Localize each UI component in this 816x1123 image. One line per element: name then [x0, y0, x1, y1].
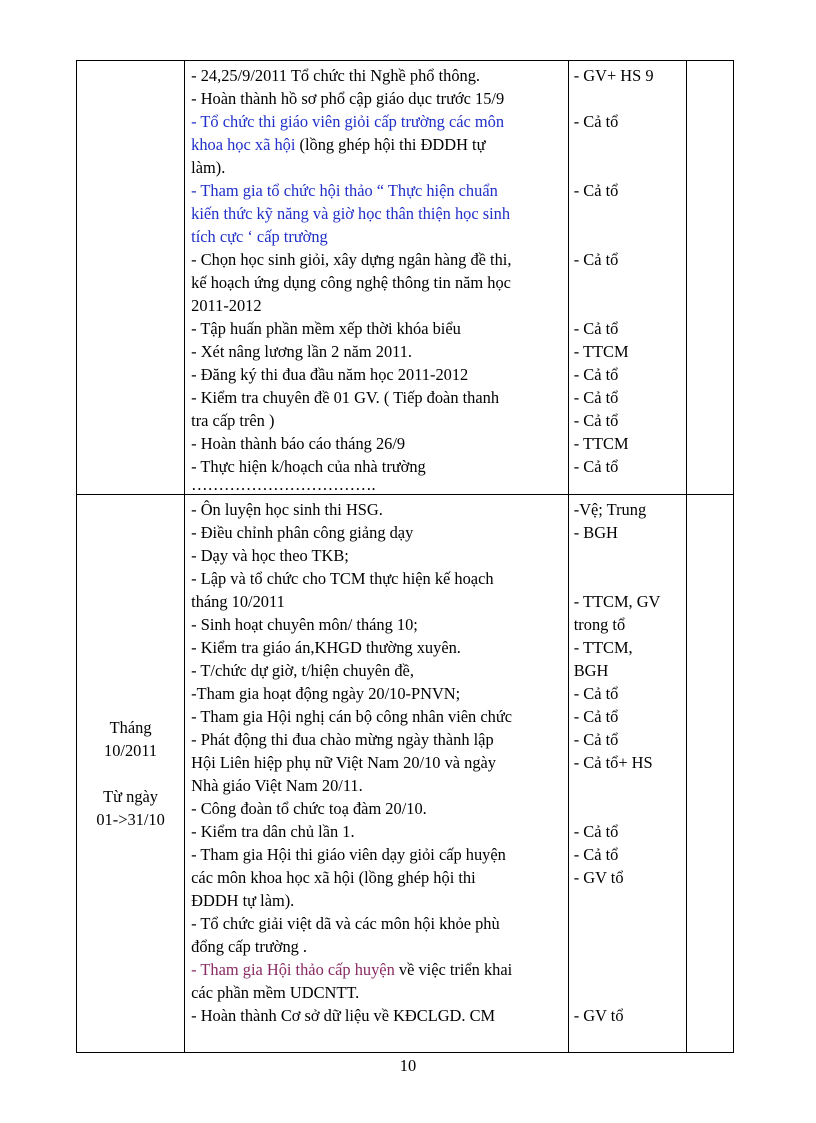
content-line: - Tổ chức thi giáo viên giỏi cấp trường các môn	[191, 112, 505, 131]
person-line	[574, 797, 686, 820]
person-line: - GV tổ	[573, 868, 624, 887]
content-line: - Xét nâng lương lần 2 năm 2011.	[191, 342, 413, 361]
person-line: - Cả tổ	[573, 684, 619, 703]
person-line: - Cả tổ	[573, 845, 619, 864]
content-line: - T/chức dự giờ, t/hiện chuyên đề,	[191, 661, 414, 680]
time-line: Từ ngày	[103, 787, 158, 806]
person-cell	[568, 61, 686, 495]
person-line: - Cả tổ	[573, 730, 619, 749]
person-line	[574, 958, 686, 981]
content-line: - Tham gia Hội thi giáo viên dạy giỏi cấp huyện	[191, 845, 506, 864]
content-line: đổng cấp trường .	[191, 937, 308, 956]
content-line: tra cấp trên )	[191, 411, 275, 430]
content-line-black-part: về việc triển khai	[394, 960, 513, 979]
content-line: - Hoàn thành báo cáo tháng 26/9	[191, 434, 406, 453]
content-line: - Tham gia Hội nghị cán bộ công nhân viên chức	[191, 707, 512, 726]
content-line: - Tập huấn phần mềm xếp thời khóa biểu	[191, 319, 461, 338]
person-line	[574, 294, 686, 317]
person-line: - Cả tổ	[573, 250, 619, 269]
content-line: kiến thức kỹ năng và giờ học thân thiện học sinh	[191, 204, 511, 223]
person-line: - Cả tổ	[573, 411, 619, 430]
person-line: trong tổ	[573, 615, 626, 634]
content-line-black-part: (lồng ghép hội thi ĐDDH tự	[295, 135, 486, 154]
content-line: - Lập và tổ chức cho TCM thực hiện kế hoạch	[191, 569, 494, 588]
table-row-october	[77, 495, 734, 1053]
content-line-purple-part: - Tham gia Hội thảo cấp huyện	[191, 960, 395, 979]
person-line: - Cả tổ	[573, 822, 619, 841]
person-line: - Cả tổ	[573, 388, 619, 407]
time-line: 01->31/10	[96, 810, 165, 829]
content-line: - Hoàn thành Cơ sở dữ liệu về KĐCLGD. CM	[191, 1006, 496, 1025]
content-line: - Điều chỉnh phân công giảng dạy	[191, 523, 414, 542]
person-line	[574, 774, 686, 797]
content-line: - Tổ chức giải việt dã và các môn hội khỏe phù	[191, 914, 500, 933]
content-line: - Tham gia tổ chức hội thảo “ Thực hiện chuẩn	[191, 181, 498, 200]
content-line: ĐDDH tự làm).	[191, 891, 295, 910]
person-line	[574, 544, 686, 567]
content-line: -Tham gia hoạt động ngày 20/10-PNVN;	[191, 684, 461, 703]
content-line: tháng 10/2011	[191, 592, 285, 611]
person-line	[574, 87, 686, 110]
content-line: - Công đoàn tổ chức toạ đàm 20/10.	[191, 799, 427, 818]
content-line: - Phát động thi đua chào mừng ngày thành lập	[191, 730, 494, 749]
person-line: - Cả tổ	[573, 707, 619, 726]
content-line: - Ôn luyện học sinh thi HSG.	[191, 500, 383, 519]
person-line: - Cả tổ	[573, 457, 619, 476]
person-line	[574, 202, 686, 225]
person-line: - GV tổ	[573, 1006, 624, 1025]
content-line-blue-part: khoa học xã hội	[191, 135, 296, 154]
person-line	[574, 889, 686, 912]
content-line: kế hoạch ứng dụng công nghệ thông tin năm học	[191, 273, 511, 292]
plan-table	[76, 60, 734, 1053]
content-line: các môn khoa học xã hội (lồng ghép hội thi	[191, 868, 476, 887]
content-line: - Chọn học sinh giỏi, xây dựng ngân hàng đề thi,	[191, 250, 512, 269]
person-line	[574, 912, 686, 935]
person-line: - Cả tổ+ HS	[573, 753, 653, 772]
person-line	[574, 981, 686, 1004]
content-line: 2011-2012	[191, 296, 262, 315]
page-number: 10	[399, 1056, 417, 1075]
person-line	[574, 156, 686, 179]
time-line	[77, 762, 184, 785]
person-line: - TTCM	[573, 434, 629, 453]
note-cell	[686, 495, 733, 1053]
person-line: - Cả tổ	[573, 112, 619, 131]
note-cell	[686, 61, 733, 495]
time-line: 10/2011	[104, 741, 158, 760]
content-line: - Kiểm tra giáo án,KHGD thường xuyên.	[191, 638, 461, 657]
table-row-september	[77, 61, 734, 495]
content-line: - Kiểm tra dân chủ lần 1.	[191, 822, 355, 841]
content-line: - Kiểm tra chuyên đề 01 GV. ( Tiếp đoàn thanh	[191, 388, 500, 407]
content-line: …………………………….	[191, 478, 376, 492]
person-line: BGH	[573, 661, 609, 680]
person-line: - TTCM,	[573, 638, 633, 657]
person-line: - TTCM, GV	[573, 592, 661, 611]
person-line: - GV+ HS 9	[573, 66, 654, 85]
person-line: -Vệ; Trung	[573, 500, 647, 519]
content-line: - Sinh hoạt chuyên môn/ tháng 10;	[191, 615, 418, 634]
person-cell	[568, 495, 686, 1053]
person-line: - TTCM	[573, 342, 629, 361]
person-line: - BGH	[573, 523, 618, 542]
content-line: - Đăng ký thi đua đầu năm học 2011-2012	[191, 365, 469, 384]
content-line: - Hoàn thành hồ sơ phổ cập giáo dục trước 15/9	[191, 89, 505, 108]
content-line: - 24,25/9/2011 Tổ chức thi Nghề phổ thông.	[191, 66, 481, 85]
content-line-mixed	[191, 133, 568, 156]
content-line: - Thực hiện k/hoạch của nhà trường	[191, 457, 426, 476]
person-line	[574, 567, 686, 590]
content-line: Nhà giáo Việt Nam 20/11.	[191, 776, 363, 795]
time-cell	[77, 495, 185, 1053]
time-cell	[77, 61, 185, 495]
person-line	[574, 935, 686, 958]
content-line: làm).	[191, 158, 226, 177]
content-line: tích cực ‘ cấp trường	[191, 227, 328, 246]
person-line: - Cả tổ	[573, 365, 619, 384]
content-line: - Dạy và học theo TKB;	[191, 546, 349, 565]
person-line: - Cả tổ	[573, 319, 619, 338]
person-line	[574, 271, 686, 294]
content-line-mixed	[191, 958, 568, 981]
person-line	[574, 225, 686, 248]
person-line: - Cả tổ	[573, 181, 619, 200]
time-line: Tháng	[109, 718, 152, 737]
person-line	[574, 133, 686, 156]
time-label	[77, 716, 184, 831]
content-cell	[185, 495, 569, 1053]
content-line: các phần mềm UDCNTT.	[191, 983, 360, 1002]
content-cell	[185, 61, 569, 495]
content-line: Hội Liên hiệp phụ nữ Việt Nam 20/10 và ngày	[191, 753, 497, 772]
